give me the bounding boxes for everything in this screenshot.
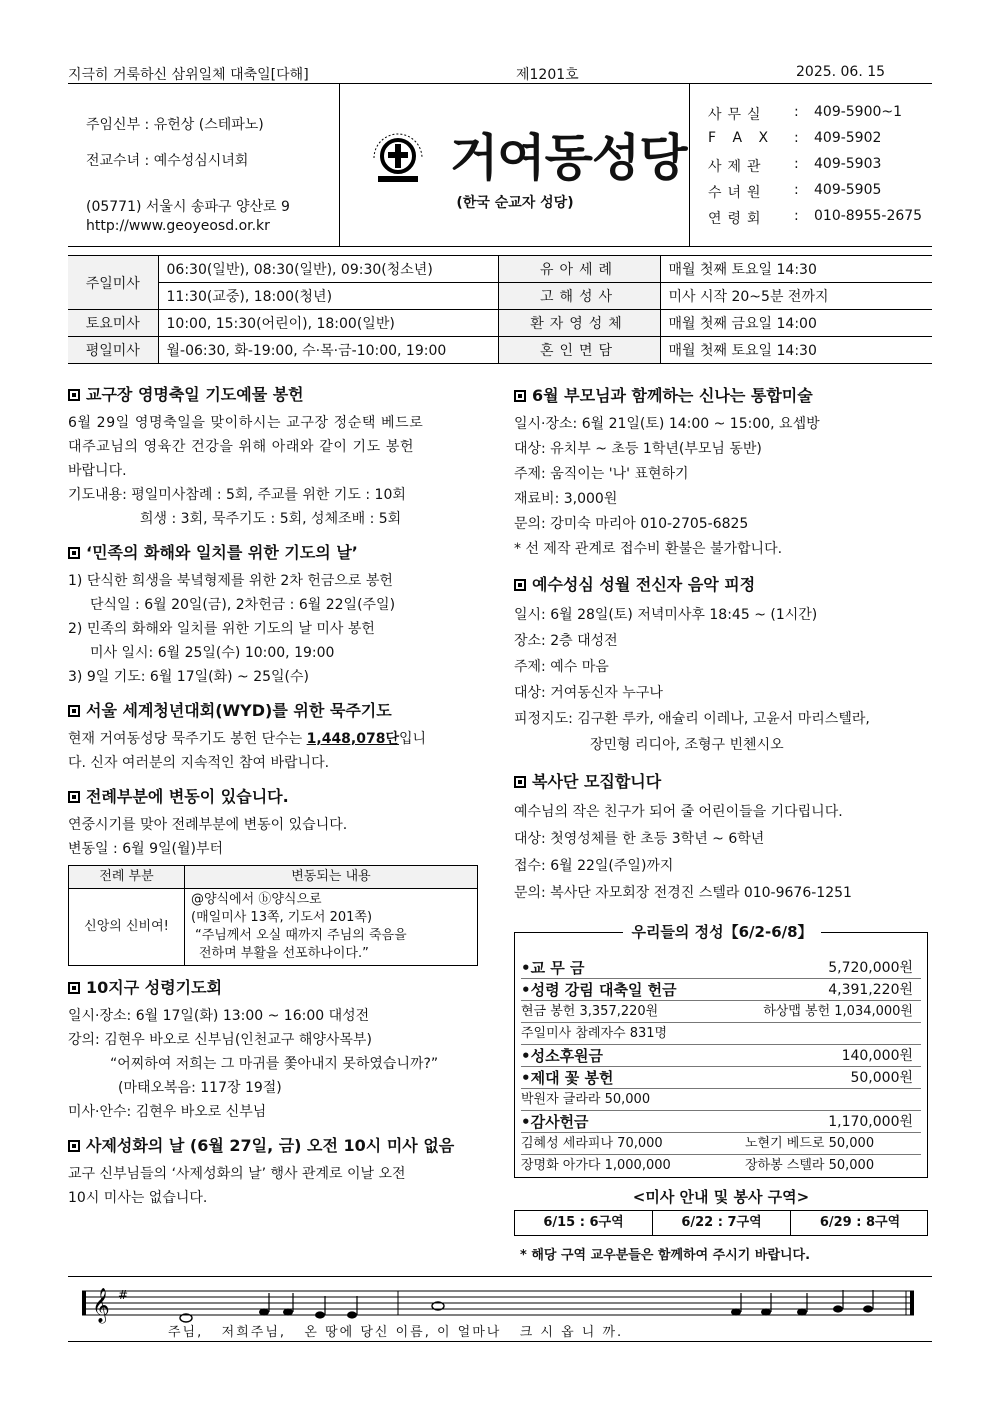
sunday-mass-times-1: 06:30(일반), 08:30(일반), 09:30(청소년) [158, 256, 498, 283]
liturgy-change-table: 전례 부분 변동되는 내용 신앙의 신비여! @양식에서 ⓑ양식으로 (매일미사 13쪽, 기도서 201쪽) “주님께서 오실 때까지 주님의 죽음을 전하며 부활을 선포하나이다.” [68, 865, 478, 966]
square-bullet-icon [68, 705, 80, 717]
website-link[interactable]: http://www.geoyeosd.or.kr [86, 218, 270, 234]
section-title: 전례부분에 변동이 있습니다. [86, 787, 289, 806]
offering-row: •감사헌금 1,170,000원 [521, 1111, 921, 1133]
rosary-count: 1,448,078단 [306, 731, 399, 747]
section-holy-spirit-prayer: 10지구 성령기도회 일시·장소: 6월 17일(화) 13:00 ~ 16:00 대성전 강의: 김현우 바오로 신부님(인천교구 해양사목부) “어찌하여 저희는 그 마귀를 쫓아내지 못하였습니까?” (마태오복음: 117장 19절) 미사·안수: 김현우 바오로 신부님 [68, 978, 439, 1120]
song-lyrics: 주님, 저희주님, 온 땅에 당신 이름, 이 얼마나 크 시 옵 니 까. [168, 1325, 624, 1340]
sick-communion-label: 환자영성체 [498, 310, 660, 337]
parish-subtitle: (한국 순교자 성당) [456, 195, 574, 211]
weekday-mass-label: 평일미사 [68, 337, 158, 364]
square-bullet-icon [68, 389, 80, 401]
offering-row: 주일미사 참례자수 831명 [521, 1023, 921, 1045]
weekday-mass-times: 월-06:30, 화-19:00, 수·목·금-10:00, 19:00 [158, 337, 498, 364]
parish-info [68, 84, 340, 247]
nuns: 전교수녀 : 예수성심시녀회 [86, 153, 249, 169]
schedule-cell: 6/15 : 6구역 [515, 1211, 653, 1235]
section-title: 서울 세계청년대회(WYD)를 위한 묵주기도 [86, 701, 392, 720]
square-bullet-icon [68, 547, 80, 559]
schedule-cell: 6/22 : 7구역 [653, 1211, 791, 1235]
square-bullet-icon [68, 982, 80, 994]
sunday-mass-times-2: 11:30(교중), 18:00(청년) [158, 283, 498, 310]
svg-text:𝄞: 𝄞 [92, 1288, 110, 1323]
issue-date: 2025. 06. 15 [796, 64, 886, 80]
offering-row: 박원자 글라라 50,000 [521, 1089, 921, 1111]
confession-time: 미사 시작 20~5분 전까지 [660, 283, 932, 310]
section-priest-sanctification: 사제성화의 날 (6월 27일, 금) 오전 10시 미사 없음 교구 신부님들의 ‘사제성화의 날’ 행사 관계로 이날 오전 10시 미사는 없습니다. [68, 1136, 455, 1206]
offering-row: •성령 강림 대축일 헌금 4,391,220원 [521, 979, 921, 1001]
right-column [514, 383, 932, 917]
sick-communion-time: 매월 첫째 금요일 14:00 [660, 310, 932, 337]
svg-text:#: # [118, 1288, 129, 1302]
section-wyd-rosary: 서울 세계청년대회(WYD)를 위한 묵주기도 현재 거여동성당 묵주기도 봉헌 단수는 1,448,078단입니 다. 신자 여러분의 지속적인 참여 바랍니다. [68, 701, 427, 771]
left-column [68, 383, 488, 1220]
square-bullet-icon [514, 390, 526, 402]
offerings-box [514, 923, 928, 1178]
issue-number: 제1201호 [516, 67, 579, 83]
section-title: 사제성화의 날 (6월 27일, 금) 오전 10시 미사 없음 [86, 1136, 455, 1155]
section-altar-servers: 복사단 모집합니다 예수님의 작은 친구가 되어 줄 어린이들을 기다립니다. 대상: 첫영성체를 한 초등 3학년 ~ 6학년 접수: 6월 22일(주일)까지 문의: 복사단 자모회장 전경진 스텔라 010-9676-1251 [514, 772, 852, 901]
schedule-note: * 해당 구역 교우분들은 함께하여 주시기 바랍니다. [520, 1248, 811, 1263]
section-reconciliation-prayer: ‘민족의 화해와 일치를 위한 기도의 날’ 1) 단식한 희생을 북녘형제를 위한 2차 헌금으로 봉헌 단식일 : 6월 20일(금), 2차헌금 : 6월 22일(주일) 2) 민족의 화해와 일치를 위한 기도의 날 미사 봉헌 미사 일시: 6월 25일(수) 10:00, 19:00 3) 9일 기도: 6월 17일(화) ~ 25일(수) [68, 543, 396, 685]
marriage-interview-label: 혼인면담 [498, 337, 660, 364]
offering-row: 현금 봉헌 3,357,220원 하상맵 봉헌 1,034,000원 [521, 1001, 921, 1023]
saturday-mass-label: 토요미사 [68, 310, 158, 337]
section-title: 복사단 모집합니다 [532, 772, 662, 791]
schedule-cell: 6/29 : 8구역 [819, 1215, 901, 1230]
music-staff [68, 1276, 932, 1342]
baptism-label: 유아세례 [498, 256, 660, 283]
section-title: 예수성심 성월 전신자 음악 피정 [532, 575, 756, 594]
offering-row: 김혜성 세라피나 70,000 노현기 베드로 50,000 [521, 1133, 921, 1155]
logo-area [340, 84, 690, 247]
top-bar [68, 62, 932, 84]
section-title: ‘민족의 화해와 일치를 위한 기도의 날’ [86, 543, 358, 562]
section-archbishop-feast: 교구장 영명축일 기도예물 봉헌 6월 29일 영명축일을 맞이하시는 교구장 정순택 베드로 대주교님의 영육간 건강을 위해 아래와 같이 기도 봉헌 바랍니다. 기도내용: 평일미사참례 : 5회, 주교를 위한 기도 : 10회 희생 : 3회, 묵주기도 : 5회, 성체조배 : 5회 [68, 385, 424, 527]
confession-label: 고해성사 [498, 283, 660, 310]
baptism-time: 매월 첫째 토요일 14:30 [660, 256, 932, 283]
service-schedule [514, 1210, 928, 1236]
service-schedule-title: <미사 안내 및 봉사 구역> [632, 1188, 810, 1206]
marriage-interview-time: 매월 첫째 토요일 14:30 [660, 337, 932, 364]
section-art-class: 6월 부모님과 함께하는 신나는 통합미술 일시·장소: 6월 21일(토) 14:00 ~ 15:00, 요셉방 대상: 유치부 ~ 초등 1학년(부모님 동반) 주제: 움직이는 '나' 표현하기 재료비: 3,000원 문의: 강미숙 마리아 010-2705-6825 * 선 제작 관계로 접수비 환불은 불가합니다. [514, 386, 820, 557]
section-title: 6월 부모님과 함께하는 신나는 통합미술 [532, 386, 813, 405]
sunday-mass-label: 주일미사 [68, 256, 158, 310]
offering-row: •제대 꽃 봉헌 50,000원 [521, 1067, 921, 1089]
staff-notation [68, 1281, 932, 1325]
liturgical-day: 지극히 거룩하신 삼위일체 대축일[다해] [68, 67, 309, 83]
square-bullet-icon [68, 1140, 80, 1152]
square-bullet-icon [514, 776, 526, 788]
square-bullet-icon [514, 579, 526, 591]
masthead: 주임신부 : 유헌상 (스테파노) 전교수녀 : 예수성심시녀회 (05771) 서울시 송파구 양산로 9 http://www.geoyeosd.or.kr 거여동성당 (한국 순교자 성당) 사무실 : 409-5900~1 F A X : 409-5902 사제관 : 409-5903 수녀원 : 409-5905 연령회 : 010-8955-2675 [68, 84, 932, 247]
parish-name: 거여동성당 [450, 129, 687, 187]
square-bullet-icon [68, 791, 80, 803]
saturday-mass-times: 10:00, 15:30(어린이), 18:00(일반) [158, 310, 498, 337]
section-title: 10지구 성령기도회 [86, 978, 223, 997]
mass-schedule-table [68, 255, 932, 364]
section-music-retreat: 예수성심 성월 전신자 음악 피정 일시: 6월 28일(토) 저녁미사후 18:45 ~ (1시간) 장소: 2층 대성전 주제: 예수 마음 대상: 거여동신자 누구나 피정지도: 김구환 루카, 애슐리 이레나, 고윤서 마리스텔라, 장민형 리디아, 조형구 빈첸시오 [514, 575, 870, 753]
address: (05771) 서울시 송파구 양산로 9 [86, 199, 290, 215]
section-title: 교구장 영명축일 기도예물 봉헌 [86, 385, 304, 404]
section-liturgy-change: 전례부분에 변동이 있습니다. 연중시기를 맞아 전례부분에 변동이 있습니다. 변동일 : 6월 9일(월)부터 전례 부분 변동되는 내용 신앙의 신비여! @양식에서 ⓑ양식으로 (매일미사 13쪽, 기도서 201쪽) “주님께서 오실 때까지 주님의 죽음을 전하며 부활을 선포하나이다.” [68, 785, 488, 966]
offerings-title: 우리들의 정성【6/2-6/8】 [623, 923, 820, 941]
church-logo-icon [368, 128, 428, 188]
offering-row: 장명화 아가다 1,000,000 장하봉 스텔라 50,000 [521, 1158, 875, 1173]
pastor: 주임신부 : 유헌상 (스테파노) [86, 117, 264, 133]
offering-row: •성소후원금 140,000원 [521, 1045, 921, 1067]
offering-row: •교 무 금 5,720,000원 [521, 957, 921, 979]
